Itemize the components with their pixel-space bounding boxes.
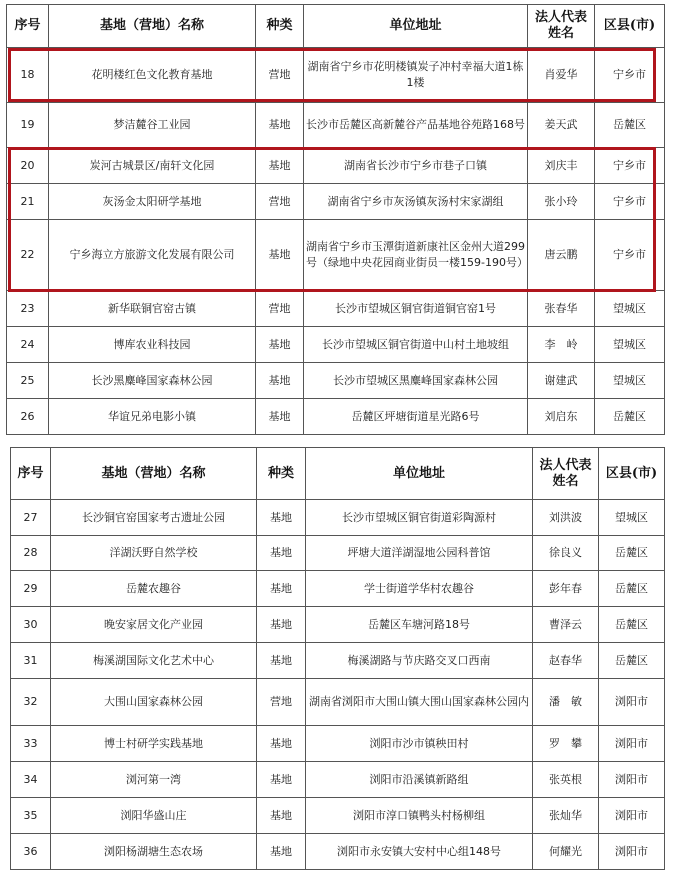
cell-type: 基地 bbox=[256, 148, 304, 184]
cell-name: 晚安家居文化产业园 bbox=[51, 607, 257, 643]
table-row bbox=[11, 571, 665, 607]
cell-type: 营地 bbox=[257, 679, 306, 726]
cell-district: 宁乡市 bbox=[595, 148, 665, 184]
table-header-row bbox=[11, 448, 665, 500]
cell-name: 博库农业科技园 bbox=[49, 327, 256, 363]
cell-type: 营地 bbox=[256, 291, 304, 327]
cell-seq: 34 bbox=[11, 762, 51, 798]
cell-address: 岳麓区坪塘街道星光路6号 bbox=[304, 399, 528, 435]
table-row bbox=[11, 726, 665, 762]
table-row bbox=[7, 103, 665, 148]
cell-district: 岳麓区 bbox=[599, 536, 665, 571]
cell-type: 基地 bbox=[257, 607, 306, 643]
cell-seq: 23 bbox=[7, 291, 49, 327]
cell-district: 岳麓区 bbox=[595, 399, 665, 435]
cell-address: 湖南省长沙市宁乡市巷子口镇 bbox=[304, 148, 528, 184]
cell-seq: 28 bbox=[11, 536, 51, 571]
cell-seq: 35 bbox=[11, 798, 51, 834]
cell-name: 岳麓农趣谷 bbox=[51, 571, 257, 607]
cell-rep: 刘庆丰 bbox=[528, 148, 595, 184]
cell-name: 浏河第一湾 bbox=[51, 762, 257, 798]
cell-type: 营地 bbox=[256, 184, 304, 220]
cell-name: 浏阳华盛山庄 bbox=[51, 798, 257, 834]
cell-address: 坪塘大道洋湖湿地公园科普馆 bbox=[306, 536, 533, 571]
cell-name: 宁乡海立方旅游文化发展有限公司 bbox=[49, 220, 256, 291]
cell-name: 炭河古城景区/南轩文化园 bbox=[49, 148, 256, 184]
header-rep: 法人代表姓名 bbox=[528, 5, 595, 48]
cell-type: 基地 bbox=[257, 643, 306, 679]
cell-name: 华谊兄弟电影小镇 bbox=[49, 399, 256, 435]
base-table-2 bbox=[10, 447, 665, 870]
cell-seq: 33 bbox=[11, 726, 51, 762]
cell-address: 长沙市望城区铜官街道中山村土地坡组 bbox=[304, 327, 528, 363]
cell-seq: 26 bbox=[7, 399, 49, 435]
cell-rep: 赵春华 bbox=[533, 643, 599, 679]
table-row bbox=[11, 607, 665, 643]
cell-type: 营地 bbox=[256, 48, 304, 103]
cell-type: 基地 bbox=[256, 220, 304, 291]
cell-seq: 19 bbox=[7, 103, 49, 148]
table-row bbox=[11, 500, 665, 536]
cell-name: 新华联铜官窑古镇 bbox=[49, 291, 256, 327]
cell-district: 岳麓区 bbox=[599, 607, 665, 643]
cell-rep: 肖爱华 bbox=[528, 48, 595, 103]
table-row bbox=[11, 679, 665, 726]
header-address: 单位地址 bbox=[306, 448, 533, 500]
cell-seq: 36 bbox=[11, 834, 51, 870]
cell-name: 梅溪湖国际文化艺术中心 bbox=[51, 643, 257, 679]
cell-address: 浏阳市沿溪镇新路组 bbox=[306, 762, 533, 798]
cell-seq: 18 bbox=[7, 48, 49, 103]
cell-rep: 谢建武 bbox=[528, 363, 595, 399]
cell-district: 岳麓区 bbox=[599, 571, 665, 607]
header-district: 区县(市) bbox=[595, 5, 665, 48]
table-row bbox=[11, 798, 665, 834]
cell-rep: 刘启东 bbox=[528, 399, 595, 435]
cell-address: 浏阳市淳口镇鸭头村杨柳组 bbox=[306, 798, 533, 834]
cell-district: 望城区 bbox=[595, 327, 665, 363]
table-row bbox=[7, 327, 665, 363]
cell-district: 岳麓区 bbox=[595, 103, 665, 148]
cell-address: 长沙市望城区黑麋峰国家森林公园 bbox=[304, 363, 528, 399]
header-name: 基地（营地）名称 bbox=[51, 448, 257, 500]
cell-rep: 姜天武 bbox=[528, 103, 595, 148]
cell-address: 学士街道学华村农趣谷 bbox=[306, 571, 533, 607]
cell-address: 湖南省宁乡市灰汤镇灰汤村宋家湖组 bbox=[304, 184, 528, 220]
cell-name: 博士村研学实践基地 bbox=[51, 726, 257, 762]
cell-type: 基地 bbox=[257, 762, 306, 798]
cell-rep: 张春华 bbox=[528, 291, 595, 327]
table-row bbox=[7, 148, 665, 184]
cell-rep: 彭年春 bbox=[533, 571, 599, 607]
cell-name: 梦洁麓谷工业园 bbox=[49, 103, 256, 148]
table-row bbox=[7, 220, 665, 291]
cell-address: 梅溪湖路与节庆路交叉口西南 bbox=[306, 643, 533, 679]
cell-seq: 31 bbox=[11, 643, 51, 679]
table-row bbox=[7, 184, 665, 220]
cell-seq: 24 bbox=[7, 327, 49, 363]
cell-address: 湖南省宁乡市花明楼镇炭子冲村幸福大道1栋1楼 bbox=[304, 48, 528, 103]
table-row bbox=[11, 762, 665, 798]
cell-district: 浏阳市 bbox=[599, 726, 665, 762]
header-address: 单位地址 bbox=[304, 5, 528, 48]
cell-name: 灰汤金太阳研学基地 bbox=[49, 184, 256, 220]
header-seq: 序号 bbox=[7, 5, 49, 48]
cell-type: 基地 bbox=[257, 834, 306, 870]
cell-name: 长沙黑麋峰国家森林公园 bbox=[49, 363, 256, 399]
cell-type: 基地 bbox=[257, 571, 306, 607]
table-row bbox=[11, 834, 665, 870]
cell-seq: 21 bbox=[7, 184, 49, 220]
cell-type: 基地 bbox=[256, 327, 304, 363]
cell-address: 长沙市望城区铜官街道彩陶源村 bbox=[306, 500, 533, 536]
cell-district: 浏阳市 bbox=[599, 834, 665, 870]
header-seq: 序号 bbox=[11, 448, 51, 500]
header-type: 种类 bbox=[256, 5, 304, 48]
cell-district: 望城区 bbox=[599, 500, 665, 536]
cell-seq: 30 bbox=[11, 607, 51, 643]
cell-address: 湖南省宁乡市玉潭街道新康社区金州大道299号（绿地中央花园商业街员一楼159-190号） bbox=[304, 220, 528, 291]
cell-rep: 徐良义 bbox=[533, 536, 599, 571]
table-row bbox=[7, 291, 665, 327]
header-district: 区县(市) bbox=[599, 448, 665, 500]
cell-type: 基地 bbox=[256, 363, 304, 399]
cell-seq: 25 bbox=[7, 363, 49, 399]
cell-seq: 20 bbox=[7, 148, 49, 184]
cell-rep: 何耀光 bbox=[533, 834, 599, 870]
cell-type: 基地 bbox=[256, 103, 304, 148]
cell-address: 岳麓区车塘河路18号 bbox=[306, 607, 533, 643]
cell-rep: 张英根 bbox=[533, 762, 599, 798]
cell-seq: 32 bbox=[11, 679, 51, 726]
header-type: 种类 bbox=[257, 448, 306, 500]
cell-address: 浏阳市永安镇大安村中心组148号 bbox=[306, 834, 533, 870]
cell-district: 望城区 bbox=[595, 291, 665, 327]
cell-district: 望城区 bbox=[595, 363, 665, 399]
base-table-1 bbox=[6, 4, 665, 435]
cell-name: 长沙铜官窑国家考古遗址公园 bbox=[51, 500, 257, 536]
cell-district: 浏阳市 bbox=[599, 679, 665, 726]
cell-address: 湖南省浏阳市大围山镇大围山国家森林公园内 bbox=[306, 679, 533, 726]
cell-address: 长沙市岳麓区高新麓谷产品基地谷苑路168号 bbox=[304, 103, 528, 148]
cell-type: 基地 bbox=[257, 536, 306, 571]
cell-seq: 27 bbox=[11, 500, 51, 536]
cell-district: 宁乡市 bbox=[595, 220, 665, 291]
cell-rep: 刘洪波 bbox=[533, 500, 599, 536]
cell-rep: 张小玲 bbox=[528, 184, 595, 220]
cell-type: 基地 bbox=[257, 500, 306, 536]
cell-address: 浏阳市沙市镇秧田村 bbox=[306, 726, 533, 762]
cell-district: 岳麓区 bbox=[599, 643, 665, 679]
table-row bbox=[11, 643, 665, 679]
cell-rep: 唐云鹏 bbox=[528, 220, 595, 291]
cell-rep: 罗 攀 bbox=[533, 726, 599, 762]
cell-type: 基地 bbox=[256, 399, 304, 435]
table-header-row bbox=[7, 5, 665, 48]
table-row bbox=[11, 536, 665, 571]
cell-type: 基地 bbox=[257, 798, 306, 834]
cell-district: 浏阳市 bbox=[599, 798, 665, 834]
cell-rep: 潘 敏 bbox=[533, 679, 599, 726]
cell-district: 宁乡市 bbox=[595, 48, 665, 103]
table-row bbox=[7, 48, 665, 103]
table-row bbox=[7, 399, 665, 435]
header-name: 基地（营地）名称 bbox=[49, 5, 256, 48]
table-row bbox=[7, 363, 665, 399]
cell-seq: 22 bbox=[7, 220, 49, 291]
cell-type: 基地 bbox=[257, 726, 306, 762]
header-rep: 法人代表姓名 bbox=[533, 448, 599, 500]
cell-rep: 曹泽云 bbox=[533, 607, 599, 643]
cell-district: 宁乡市 bbox=[595, 184, 665, 220]
cell-district: 浏阳市 bbox=[599, 762, 665, 798]
cell-seq: 29 bbox=[11, 571, 51, 607]
cell-name: 大围山国家森林公园 bbox=[51, 679, 257, 726]
cell-rep: 李 岭 bbox=[528, 327, 595, 363]
cell-rep: 张灿华 bbox=[533, 798, 599, 834]
cell-address: 长沙市望城区铜官街道铜官窑1号 bbox=[304, 291, 528, 327]
cell-name: 花明楼红色文化教育基地 bbox=[49, 48, 256, 103]
cell-name: 洋湖沃野自然学校 bbox=[51, 536, 257, 571]
cell-name: 浏阳杨湖塘生态农场 bbox=[51, 834, 257, 870]
